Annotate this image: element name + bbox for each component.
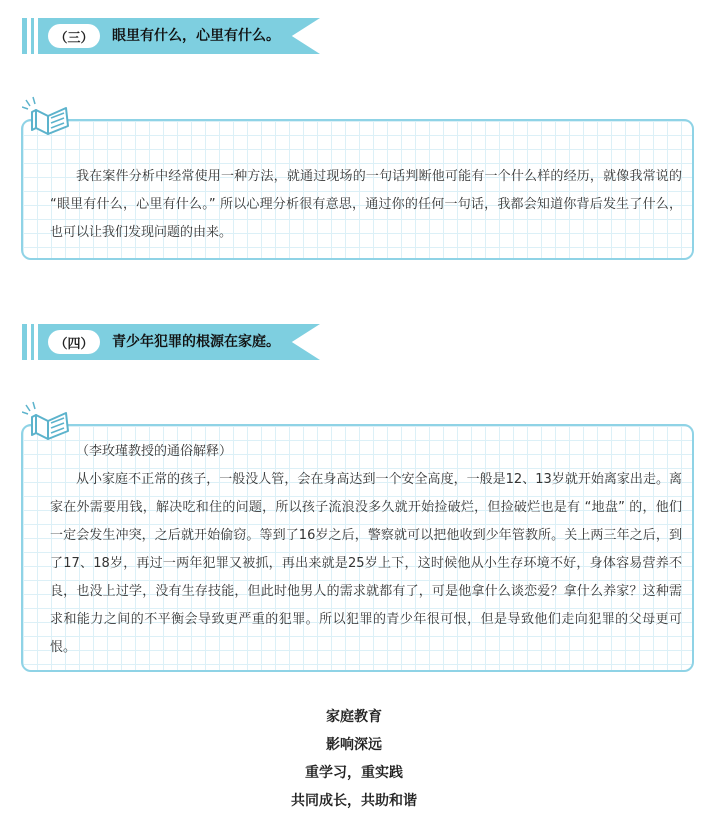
footer-line: 家庭教育 (326, 709, 382, 725)
footer-slogan (0, 703, 708, 815)
footer-line: 重学习，重实践 (305, 765, 403, 781)
section-title: 青少年犯罪的根源在家庭。 (112, 334, 280, 350)
footer-line: 共同成长，共助和谐 (291, 793, 417, 809)
banner-stripe (31, 18, 34, 54)
footer-line: 影响深远 (326, 737, 382, 753)
banner-stripe (31, 324, 34, 360)
section-4-banner (22, 324, 322, 360)
banner-stripe (22, 324, 27, 360)
section-4-note: （李玫瑾教授的通俗解释） (76, 444, 233, 459)
banner-stripe (22, 18, 27, 54)
section-number: （三） (48, 24, 100, 48)
open-book-icon (22, 96, 74, 136)
section-4-paragraph: 从小家庭不正常的孩子，一般没人管，会在身高达到一个安全高度，一般是12、13岁就开始离家出走。离家在外需要用钱，解决吃和住的问题，所以孩子流浪没多久就开始捡破烂，但捡破烂也是有 “地盘” 的，他们一定会发生冲突，之后就开始偷窃。等到了16岁之后，警察就可以把他收到少年管教所。关上两三年之后，到了17、18岁，再过一两年犯罪又被抓，再出来就是25岁上下，这时候他从小生存环境不好，身体容易营养不良，也没上过学，没有生存技能，但此时他男人的需求就都有了，可是他拿什么谈恋爱？拿什么养家？这种需求和能力之间的不平衡会导致更严重的犯罪。所以犯罪的青少年很可恨，但是导致他们走向犯罪的父母更可恨。 (50, 472, 682, 655)
section-3-banner (22, 18, 322, 54)
section-3-paragraph: 我在案件分析中经常使用一种方法，就通过现场的一句话判断他可能有一个什么样的经历，就像我常说的 “眼里有什么，心里有什么。” 所以心理分析很有意思，通过你的任何一句话，我都会知道你背后发生了什么，也可以让我们发现问题的由来。 (50, 169, 682, 240)
section-title: 眼里有什么，心里有什么。 (112, 28, 280, 44)
section-number: （四） (48, 330, 100, 354)
open-book-icon (22, 401, 74, 441)
